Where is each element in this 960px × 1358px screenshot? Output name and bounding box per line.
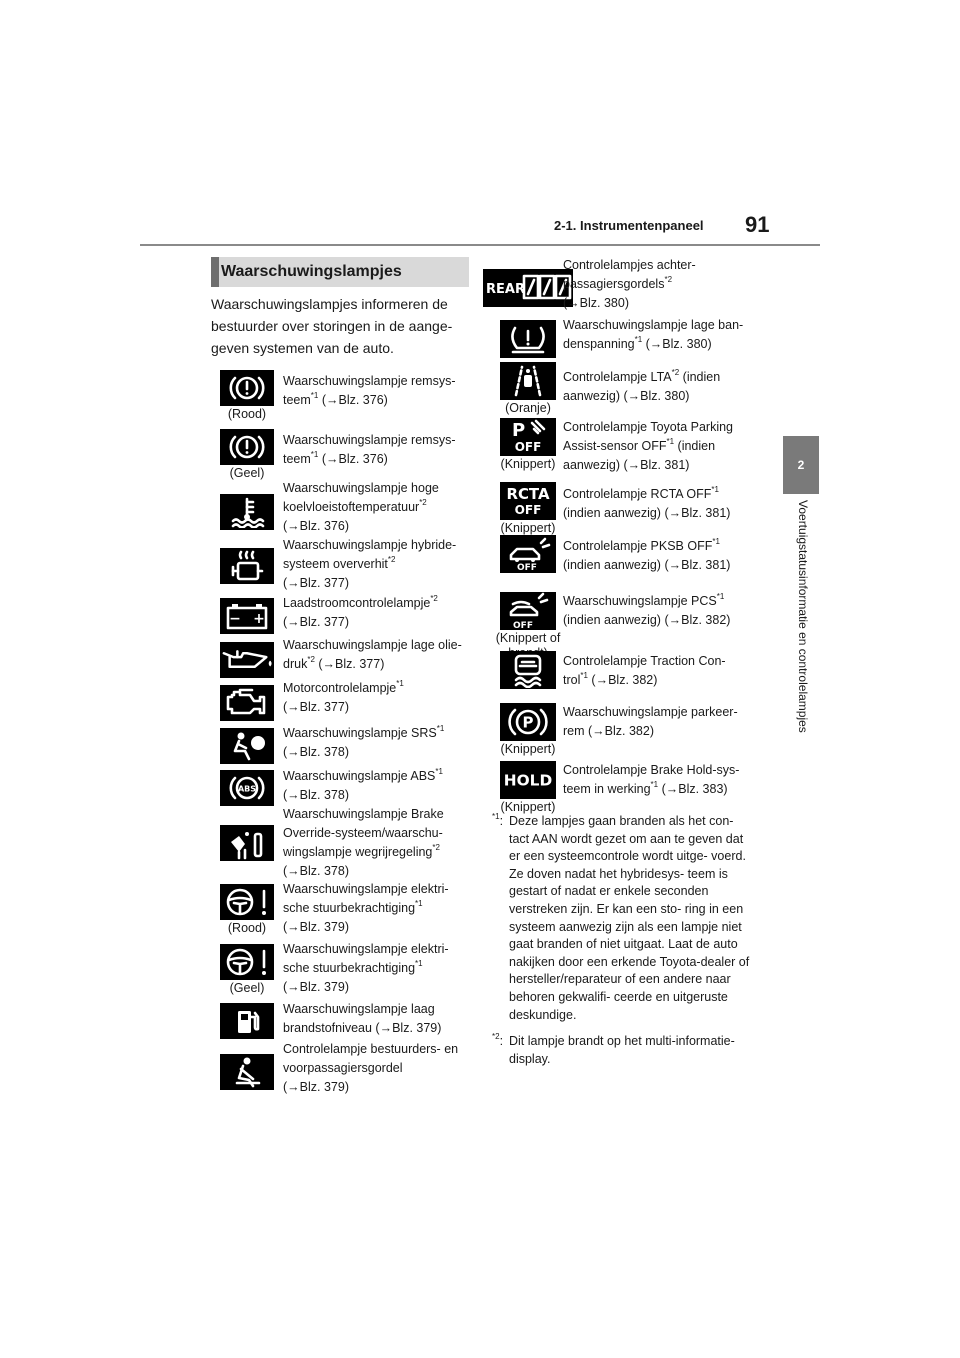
svg-text:ABS: ABS: [237, 784, 257, 794]
lamp-description: [283, 940, 473, 997]
footnote-mark: *2: [432, 843, 440, 852]
footnote-mark: *1: [396, 679, 404, 688]
description-text: wingslampje wegrijregeling: [283, 845, 433, 859]
footnote-mark: *1: [492, 812, 500, 821]
battery-icon: [220, 598, 274, 634]
footnote-label: $^{*2}$:: [492, 1032, 504, 1048]
description-text: koelvloeistoftemperatuur: [283, 500, 420, 514]
footnote-mark: *2: [430, 594, 438, 603]
description-text: Waarschuwingslampje hybride-: [283, 538, 457, 552]
svg-text:HOLD: HOLD: [503, 771, 553, 790]
description-text: Controlelampje Traction Con-: [563, 654, 726, 668]
chapter-tab: 2: [783, 436, 819, 494]
brake-warning-icon: [220, 429, 274, 465]
description-text: (→Blz. 376): [318, 452, 388, 466]
hybrid-overheat-icon: [220, 548, 274, 584]
description-text: (→Blz. 376): [318, 393, 388, 407]
lamp-description: [283, 636, 473, 674]
footnote-text: Dit lampje brandt op het multi-informatie- display.: [509, 1034, 735, 1066]
lamp-description: [283, 479, 473, 536]
description-text: (→Blz. 379): [283, 920, 349, 934]
description-text: Waarschuwingslampje remsys-: [283, 374, 456, 388]
lamp-description: [563, 703, 758, 741]
description-text: Waarschuwingslampje lage olie-: [283, 638, 462, 652]
brake-hold-icon: [500, 761, 556, 799]
description-text: (indien aanwezig) (→Blz. 380): [563, 370, 721, 403]
lamp-description: [283, 767, 473, 805]
description-text: denspanning: [563, 337, 635, 351]
footnote-mark: *1: [415, 959, 423, 968]
lamp-description: [283, 880, 473, 937]
srs-airbag-icon: [220, 728, 274, 764]
parking-assist-off-icon: [500, 418, 556, 456]
lamp-description: [563, 592, 758, 630]
description-text: Waarschuwingslampje PCS: [563, 594, 717, 608]
footnote-mark: *1: [650, 780, 659, 789]
pcs-icon: [500, 592, 556, 630]
lamp-description: [283, 594, 473, 632]
description-text: sche stuurbekrachtiging: [283, 901, 416, 915]
icon-caption: (Knippert): [500, 457, 556, 471]
seatbelt-icon: [220, 1054, 274, 1090]
description-text: Controlelampjes achter-: [563, 258, 696, 272]
intro-paragraph: Waarschuwingslampjes informeren de bestuurder over storingen in de aange- geven systemen van de auto.: [211, 296, 453, 356]
coolant-temperature-icon: [220, 494, 274, 530]
description-text: Waarschuwingslampje SRS: [283, 726, 437, 740]
lamp-description: [563, 316, 758, 354]
footnote-mark: *1: [310, 391, 319, 400]
lamp-description: [563, 256, 758, 313]
lamp-description: [283, 431, 473, 469]
lamp-description: [283, 536, 473, 593]
icon-caption: (Knippert): [500, 521, 556, 535]
description-text: (→Blz. 376): [283, 519, 349, 533]
footnote-mark: *2: [419, 498, 427, 507]
description-text: systeem oververhit: [283, 557, 388, 571]
lamp-description: [283, 1000, 473, 1038]
description-text: Waarschuwingslampje ABS: [283, 769, 436, 783]
description-text: brandstofniveau (→Blz. 379): [283, 1021, 442, 1035]
description-text: passagiersgordels: [563, 277, 665, 291]
footnote-text: Deze lampjes gaan branden als het con- tact AAN wordt gezet om aan te geven dat er een systeemcontrole wordt uitge- voerd. Ze doven nadat het hybridesys- teem is gestart of nadat er enkele seconden verstreken zijn. Er kan een sto- ring in een systeem aanwezig zijn als een lampje niet gaat branden of niet uitgaat. Laat de auto nakijken door een erkende Toyota-dealer of hersteller/reparateur of een andere naar behoren gekwalifi- ceerde en uitgeruste deskundige.: [509, 814, 750, 1022]
description-text: (→Blz. 377): [283, 700, 349, 714]
icon-caption: (Knippert): [500, 742, 556, 756]
lamp-description: [563, 485, 758, 523]
description-text: (→Blz. 379): [283, 1080, 349, 1094]
description-text: (indien aanwezig) (→Blz. 382): [563, 613, 731, 627]
brake-warning-icon: [220, 370, 274, 406]
engine-check-icon: [220, 685, 274, 721]
footnote-mark: *1: [415, 899, 423, 908]
description-text: (→Blz. 379): [283, 980, 349, 994]
traction-control-icon: [500, 651, 556, 689]
lamp-description: [283, 724, 473, 762]
icon-caption: (Rood): [227, 921, 267, 935]
chapter-title: Voertuigstatusinformatie en controlelampjes: [796, 500, 810, 733]
icon-caption: (Geel): [229, 466, 265, 480]
description-text: (→Blz. 378): [283, 745, 349, 759]
description-text: (indien aanwezig) (→Blz. 381): [563, 558, 731, 572]
lamp-description: [283, 372, 473, 410]
description-text: Controlelampje Brake Hold-sys-: [563, 763, 740, 777]
footnote-mark: *1: [436, 724, 445, 733]
footnote-label: $^{*1}$:: [492, 812, 504, 828]
footnote-mark: *1: [310, 450, 319, 459]
svg-text:−: −: [229, 611, 241, 627]
steering-warning-icon: [220, 884, 274, 920]
description-text: Waarschuwingslampje Brake Override-systeem/waarschu-: [283, 807, 444, 840]
description-text: Waarschuwingslampje laag: [283, 1002, 435, 1016]
description-text: Assist-sensor OFF: [563, 439, 667, 453]
lamp-description: [283, 805, 473, 881]
description-text: (→Blz. 382): [587, 673, 658, 687]
footnote-mark: *1: [580, 671, 588, 680]
description-text: Motorcontrolelampje: [283, 681, 397, 695]
description-text: teem: [283, 393, 311, 407]
description-text: sche stuurbekrachtiging: [283, 961, 416, 975]
description-text: Waarschuwingslampje elektri-: [283, 882, 449, 896]
abs-icon: [220, 770, 274, 806]
lamp-description: [563, 652, 758, 690]
description-text: trol: [563, 673, 581, 687]
lamp-description: [563, 368, 758, 406]
description-text: Controlelampje LTA: [563, 370, 672, 384]
svg-text:OFF: OFF: [514, 440, 542, 454]
footnote-mark: *2: [492, 1032, 500, 1041]
description-text: voorpassagiersgordel: [283, 1061, 403, 1075]
footnote-mark: *1: [634, 335, 643, 344]
description-text: Controlelampje RCTA OFF: [563, 487, 712, 501]
description-text: (→Blz. 377): [283, 615, 349, 629]
description-text: (→Blz. 383): [658, 782, 728, 796]
lamp-description: [283, 1040, 473, 1097]
description-text: Controlelampje Toyota Parking: [563, 420, 734, 434]
lta-icon: [500, 362, 556, 400]
header-divider: [140, 244, 820, 246]
description-text: rem (→Blz. 382): [563, 724, 654, 738]
parking-brake-icon: [500, 703, 556, 741]
description-text: teem: [283, 452, 311, 466]
footnote-mark: *1: [435, 767, 443, 776]
pksb-off-icon: [500, 535, 556, 573]
fuel-level-icon: [220, 1003, 274, 1039]
footnote-mark: *1: [712, 537, 720, 546]
lamp-description: [563, 418, 758, 475]
section-title: 2-1. Instrumentenpaneel: [554, 218, 704, 233]
description-text: (indien aanwezig) (→Blz. 381): [563, 439, 716, 472]
svg-text:OFF: OFF: [517, 563, 537, 571]
description-text: druk: [283, 657, 308, 671]
icon-caption: (Oranje): [505, 401, 551, 415]
svg-text:OFF: OFF: [514, 503, 542, 518]
description-text: (→Blz. 377): [314, 657, 385, 671]
tire-pressure-icon: [500, 320, 556, 358]
lamp-description: [563, 761, 758, 799]
footnote-mark: *2: [671, 368, 680, 377]
description-text: Waarschuwingslampje elektri-: [283, 942, 449, 956]
rear-seatbelt-icon: [483, 269, 573, 307]
description-text: (→Blz. 380): [563, 296, 629, 310]
svg-text:P: P: [512, 420, 526, 441]
footnote-mark: *1: [711, 485, 719, 494]
description-text: (→Blz. 380): [642, 337, 712, 351]
description-text: Laadstroomcontrolelampje: [283, 596, 431, 610]
description-text: Waarschuwingslampje remsys-: [283, 433, 456, 447]
description-text: (→Blz. 378): [283, 788, 349, 802]
description-text: Controlelampje bestuurders- en: [283, 1042, 459, 1056]
page-number: 91: [745, 212, 770, 237]
description-text: Waarschuwingslampje hoge: [283, 481, 439, 495]
svg-text:OFF: OFF: [513, 621, 533, 630]
svg-text:+: +: [253, 611, 265, 627]
description-text: (→Blz. 378): [283, 864, 349, 878]
description-text: Waarschuwingslampje parkeer-: [563, 705, 738, 719]
brake-override-icon: [220, 825, 274, 861]
icon-caption: (Knippert of: [495, 631, 561, 645]
icon-caption: (Geel): [229, 981, 265, 995]
svg-text:REAR: REAR: [486, 282, 525, 297]
description-text: Waarschuwingslampje lage ban-: [563, 318, 744, 332]
oil-pressure-icon: [220, 642, 274, 678]
description-text: (indien aanwezig) (→Blz. 381): [563, 506, 731, 520]
steering-warning-icon: [220, 944, 274, 980]
footnote-mark: *2: [307, 655, 315, 664]
rcta-off-icon: [500, 482, 556, 520]
description-text: teem in werking: [563, 782, 651, 796]
footnote-mark: *1: [716, 592, 725, 601]
section-heading: Waarschuwingslampjes: [221, 263, 402, 280]
icon-caption: (Knippert): [500, 800, 556, 814]
description-text: (→Blz. 377): [283, 576, 349, 590]
footnote-mark: *2: [664, 275, 673, 284]
lamp-description: [563, 537, 758, 575]
lamp-description: [283, 679, 473, 717]
svg-text:P: P: [522, 713, 534, 732]
svg-text:RCTA: RCTA: [506, 485, 550, 504]
footnote-mark: *2: [387, 555, 396, 564]
footnote-mark: *1: [666, 437, 675, 446]
icon-caption: (Rood): [227, 407, 267, 421]
description-text: Controlelampje PKSB OFF: [563, 539, 713, 553]
